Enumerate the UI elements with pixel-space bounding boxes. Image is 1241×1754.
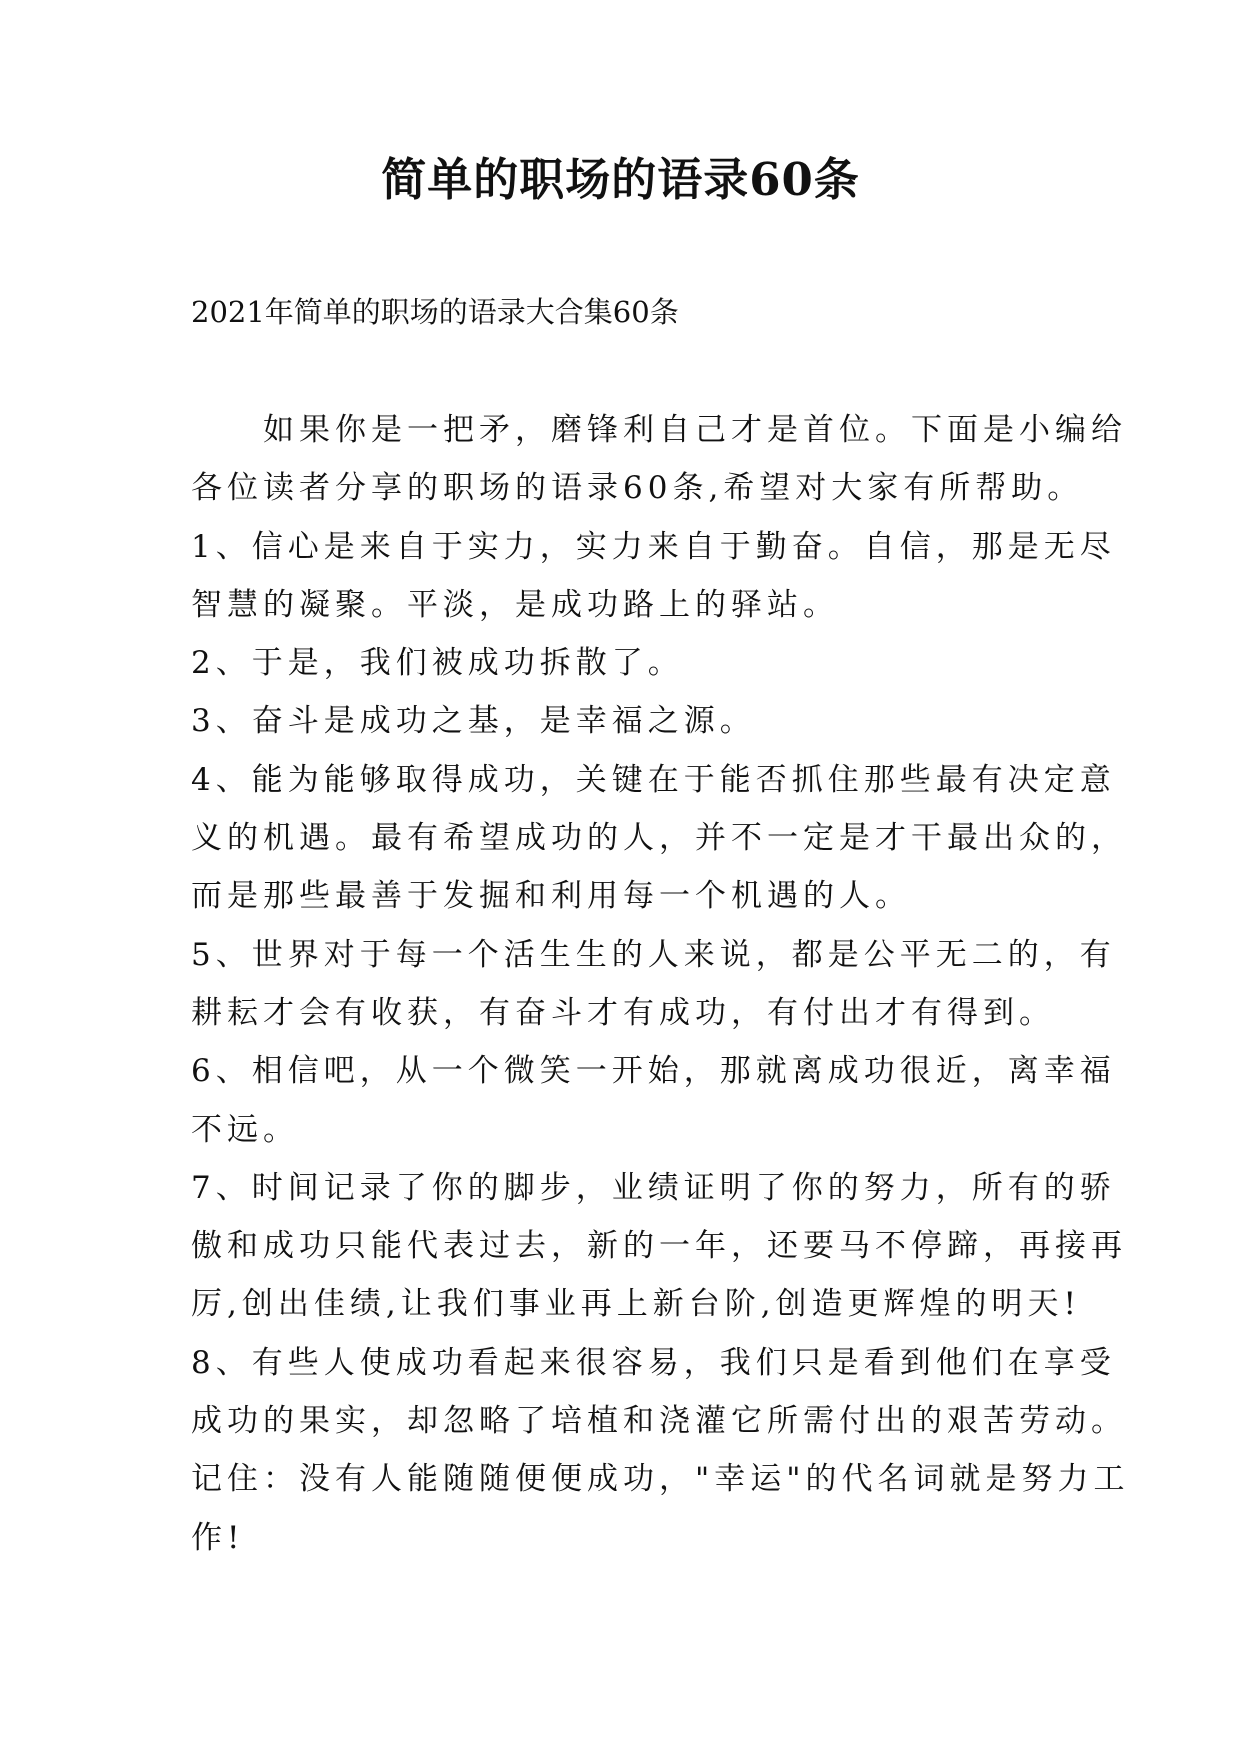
text-line: 而是那些最善于发掘和利用每一个机遇的人。	[191, 878, 911, 915]
text-line: 智慧的凝聚。平淡，是成功路上的驿站。	[191, 586, 839, 623]
text-line: 记住：没有人能随随便便成功，"幸运"的代名词就是努力工	[191, 1461, 1130, 1498]
document-subtitle: 2021年简单的职场的语录大合集60条	[191, 295, 679, 329]
text-line: 不远。	[191, 1111, 299, 1148]
text-line: 6、相信吧，从一个微笑一开始，那就离成功很近，离幸福	[191, 1053, 1116, 1090]
text-line: 如果你是一把矛，磨锋利自己才是首位。下面是小编给	[191, 412, 1127, 448]
text-line: 傲和成功只能代表过去，新的一年，还要马不停蹄，再接再	[191, 1228, 1127, 1265]
text-line: 成功的果实，却忽略了培植和浇灌它所需付出的艰苦劳动。	[191, 1403, 1127, 1440]
text-line: 耕耘才会有收获，有奋斗才有成功，有付出才有得到。	[191, 994, 1055, 1031]
text-line: 厉,创出佳绩,让我们事业再上新台阶,创造更辉煌的明天!	[191, 1286, 1082, 1323]
text-line: 2、于是，我们被成功拆散了。	[191, 645, 684, 682]
text-line: 各位读者分享的职场的语录60条,希望对大家有所帮助。	[191, 470, 1084, 507]
text-line: 1、信心是来自于实力，实力来自于勤奋。自信，那是无尽	[191, 528, 1116, 565]
text-line: 8、有些人使成功看起来很容易，我们只是看到他们在享受	[191, 1344, 1116, 1381]
document-body	[191, 410, 1130, 1576]
text-line: 4、能为能够取得成功，关键在于能否抓住那些最有决定意	[191, 761, 1116, 798]
text-line: 作!	[191, 1519, 245, 1556]
text-line: 7、时间记录了你的脚步，业绩证明了你的努力，所有的骄	[191, 1169, 1116, 1206]
document-title: 简单的职场的语录60条	[381, 153, 860, 206]
text-line: 5、世界对于每一个活生生的人来说，都是公平无二的，有	[191, 936, 1116, 973]
text-line: 义的机遇。最有希望成功的人，并不一定是才干最出众的，	[191, 820, 1127, 857]
text-line: 3、奋斗是成功之基，是幸福之源。	[191, 703, 756, 740]
